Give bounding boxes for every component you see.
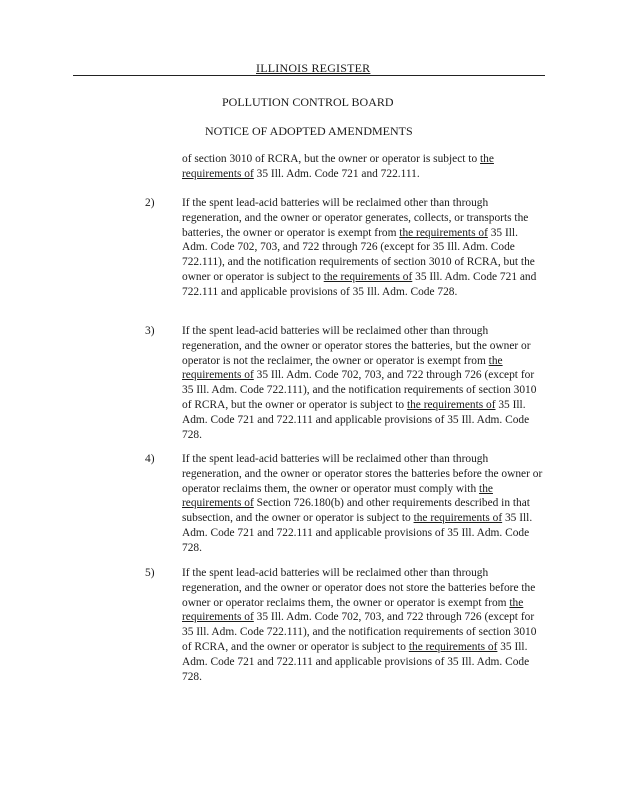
item-text [182,566,544,684]
continuation-text-1: of section 3010 of RCRA, but the owner or operator is subject to [182,153,481,165]
item-text-part: If the spent lead-acid batteries will be reclaimed other than through regeneration, and the owner or operator does not store the batteries before the owner or operator reclaims them, the owner or operator is exempt from [182,567,536,609]
item-underlined: the requirements of [182,354,503,382]
item-text-part: If the spent lead-acid batteries will be reclaimed other than through regeneration, and the owner or operator generates, collects, or transports the batteries, the owner or operator is exempt from [182,197,529,239]
item-number: 3) [145,325,155,337]
notice-title: NOTICE OF ADOPTED AMENDMENTS [205,124,413,138]
item-text [182,196,544,300]
header-rule [73,75,545,76]
item-text-part: If the spent lead-acid batteries will be reclaimed other than through regeneration, and the owner or operator stores the batteries before the owner or operator reclaims them, the owner or operator must comply with [182,453,543,495]
continuation-text-2: 35 Ill. Adm. Code 721 and 722.111. [253,167,420,180]
item-underlined: the requirements of [182,482,493,510]
continuation-paragraph [182,152,544,182]
item-underlined: the requirements of [413,512,503,525]
item-text-part: 35 Ill. Adm. Code 721 and 722.111 and applicable provisions of 35 Ill. Adm. Code 728. [182,640,530,683]
item-text-part: 35 Ill. Adm. Code 721 and 722.111 and applicable provisions of 35 Ill. Adm. Code 728. [182,512,533,554]
item-underlined: the requirements of [399,226,488,239]
register-title: ILLINOIS REGISTER [256,61,371,75]
item-text [182,452,544,556]
item-underlined: the requirements of [406,398,496,411]
continuation-underlined: the requirements of [182,153,494,180]
item-underlined: the requirements of [182,596,524,624]
item-text-part: 35 Ill. Adm. Code 721 and 722.111 and applicable provisions of 35 Ill. Adm. Code 728. [182,398,530,441]
item-underlined: the requirements of [323,270,413,283]
item-number: 5) [145,567,155,579]
board-title: POLLUTION CONTROL BOARD [222,95,394,109]
item-text-part: Section 726.180(b) and other requirements described in that subsection, and the owner or operator is subject to [182,497,530,525]
item-number: 2) [145,197,155,209]
item-underlined: the requirements of [408,640,498,653]
item-number: 4) [145,453,155,465]
item-text [182,324,544,442]
item-text-part: If the spent lead-acid batteries will be reclaimed other than through regeneration, and the owner or operator stores the batteries, but the owner or operator is not the reclaimer, the owner or operator is exempt from [182,325,531,367]
item-text-part: 35 Ill. Adm. Code 702, 703, and 722 through 726 (except for 35 Ill. Adm. Code 722.111), and the notification requirements of section 3010 of RCRA, but the owner or operator is subject to [182,226,535,283]
item-text-part: 35 Ill. Adm. Code 702, 703, and 722 through 726 (except for 35 Ill. Adm. Code 722.111), and the notification requirements of section 3010 of RCRA, but the owner or operator is subject to [182,369,537,411]
item-text-part: 35 Ill. Adm. Code 721 and 722.111 and applicable provisions of 35 Ill. Adm. Code 728. [182,270,537,298]
item-text-part: 35 Ill. Adm. Code 702, 703, and 722 through 726 (except for 35 Ill. Adm. Code 722.111), and the notification requirements of section 3010 of RCRA, and the owner or operator is subject to [182,611,537,653]
